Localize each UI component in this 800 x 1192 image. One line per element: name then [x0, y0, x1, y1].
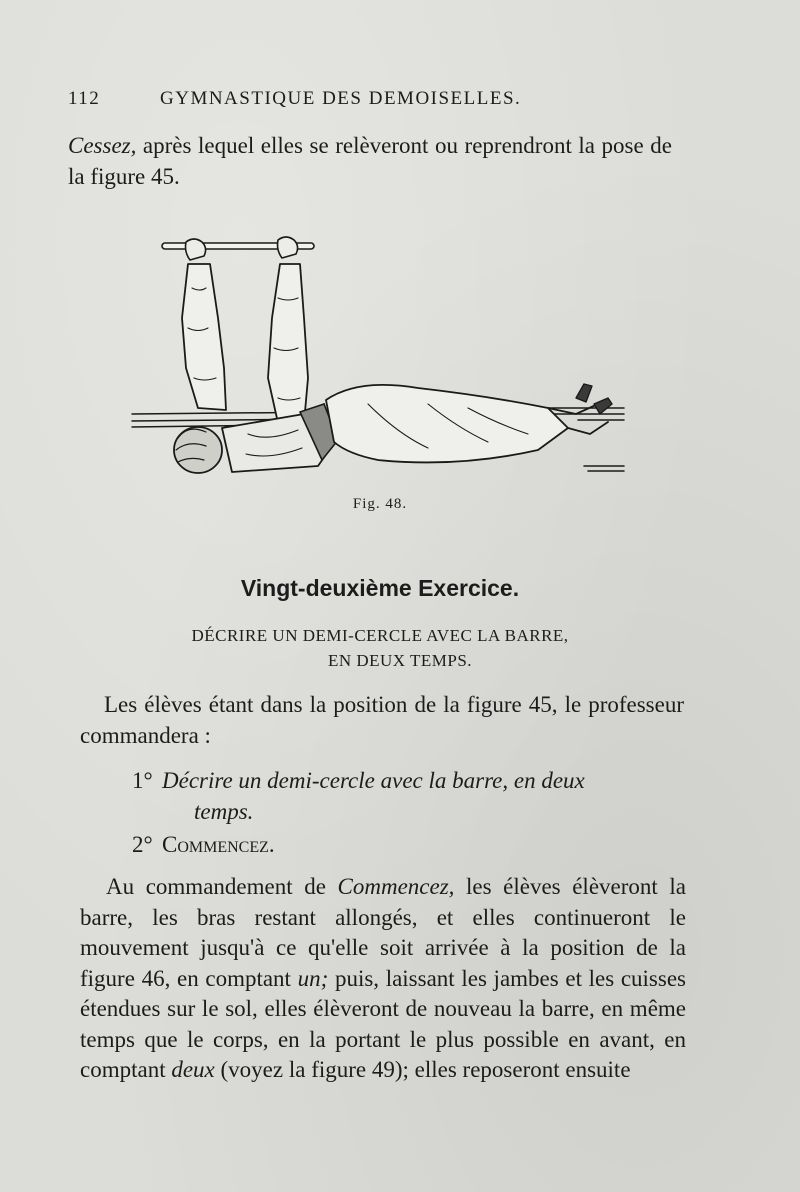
figure-illustration [128, 228, 628, 483]
paragraph-3-italic-3: deux [171, 1057, 215, 1082]
paragraph-3-italic-1: Commencez, [337, 874, 455, 899]
command-1-text: Décrire un demi-cercle avec la barre, en deux [162, 768, 585, 793]
command-2-text: Commencez. [162, 832, 275, 857]
exercise-subtitle-line-2: EN DEUX TEMPS. [327, 651, 473, 670]
exercise-title: Vingt-deuxième Exercice. [240, 575, 520, 601]
page-number: 112 [68, 88, 101, 109]
figure-caption: Fig. 48. [352, 496, 408, 512]
command-2 [132, 830, 275, 861]
paragraph-3-italic-2: un; [297, 965, 329, 991]
paragraph-3 [80, 872, 686, 1086]
command-1-continuation: temps. [194, 799, 254, 824]
page-header [68, 88, 668, 118]
command-1 [132, 766, 692, 797]
paragraph-3-text-3: puis, laissant les jambes et les cuisses étendues sur le sol, elles élèveront de nouveau la barre, en même temps que le corps, en la portant le plus possible en avant, en comptant [80, 965, 686, 1082]
paragraph-2: Les élèves étant dans la position de la figure 45, le professeur commandera : [80, 692, 684, 748]
command-2-number: 2° [132, 832, 153, 857]
paragraph-3-text-4: (voyez la figure 49); elles reposeront ensuite [214, 1057, 631, 1082]
paragraph-1-italic: Cessez, [68, 133, 137, 158]
paragraph-3-text-2: les élèves élèveront la barre, les bras restant allongés, et elles continueront le mouvement jusqu'à ce qu'elle soit arrivée à la position de la figure 46, en comptant [80, 874, 686, 991]
paragraph-1-text: après lequel elles se relèveront ou reprendront la pose de la figure 45. [68, 133, 672, 189]
paragraph-1 [68, 131, 672, 192]
paragraph-3-text-1: Au commandement de [106, 874, 338, 899]
command-1-number: 1° [132, 768, 153, 793]
exercise-subtitle-line-1: DÉCRIRE UN DEMI-CERCLE AVEC LA BARRE, [191, 626, 569, 645]
running-title: GYMNASTIQUE DES DEMOISELLES. [160, 88, 522, 109]
